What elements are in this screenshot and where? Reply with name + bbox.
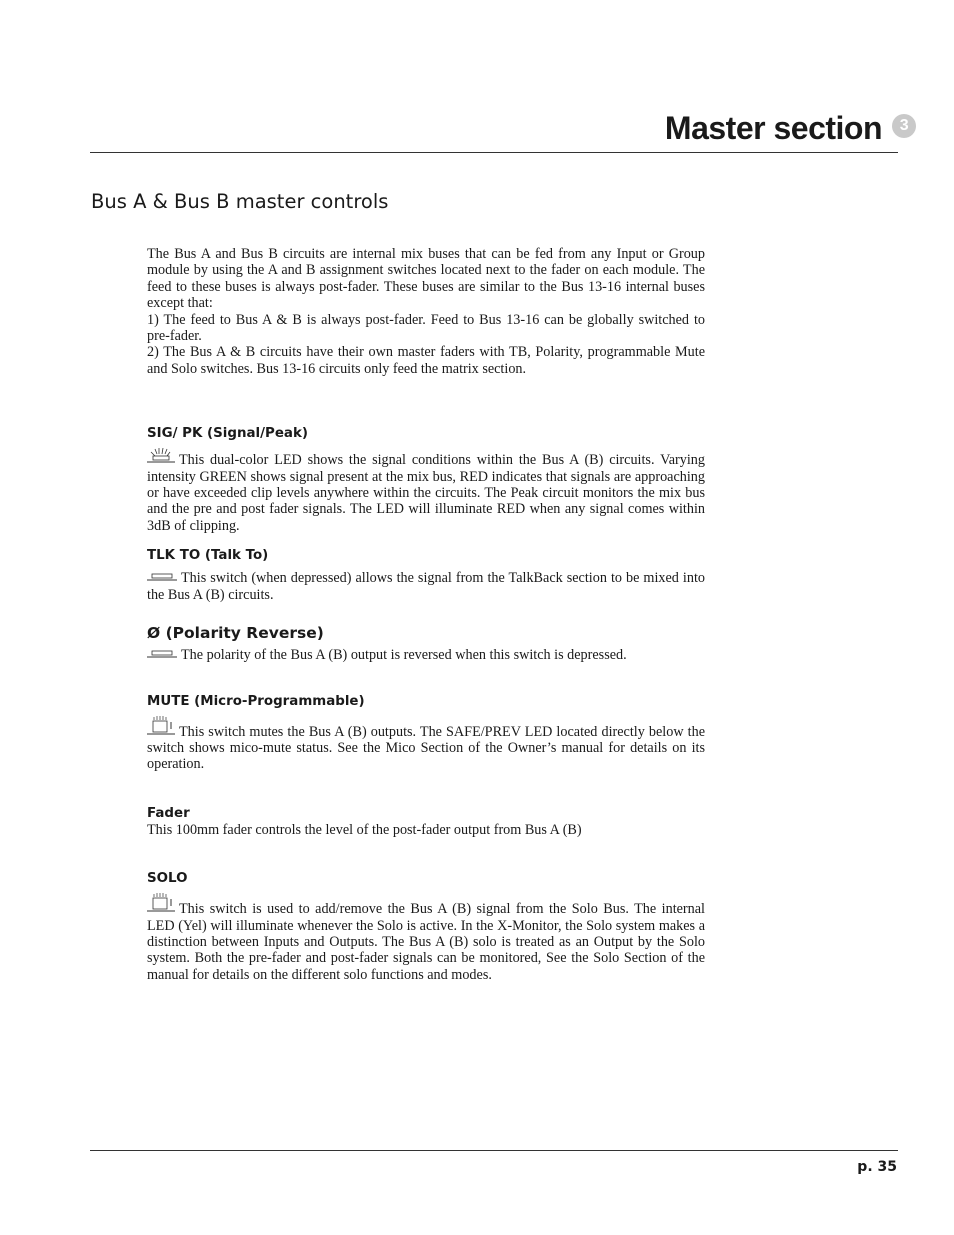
entry-text-block	[147, 448, 705, 534]
intro-paragraph: 2) The Bus A & B circuits have their own master faders with TB, Polarity, programmable Mute and Solo switches. Bus 13-16 circuits only feed the matrix section.	[147, 344, 705, 377]
footer-divider	[90, 1150, 898, 1151]
lit-switch-icon	[147, 893, 175, 913]
entry-title: SIG/ PK (Signal/Peak)	[147, 426, 308, 442]
led-icon	[147, 448, 175, 464]
lit-switch-icon	[147, 716, 175, 736]
page-number: p. 35	[857, 1159, 897, 1175]
entry-talk-to	[147, 548, 705, 603]
entry-title: Ø (Polarity Reverse)	[147, 624, 324, 643]
entry-title: MUTE (Micro-Programmable)	[147, 693, 365, 709]
page-title-text: Master section	[664, 110, 882, 146]
entry-text: This 100mm fader controls the level of the post-fader output from Bus A (B)	[147, 821, 582, 838]
intro-paragraph: 1) The feed to Bus A & B is always post-fader. Feed to Bus 13-16 can be globally switched to pre-fader.	[147, 311, 705, 345]
entry-polarity	[147, 625, 705, 663]
entry-text: This switch mutes the Bus A (B) outputs. The SAFE/PREV LED located directly below the switch shows mico-mute status. See the Mico Section of the Owner’s manual for details on its operation.	[147, 723, 705, 773]
entry-mute	[147, 694, 705, 773]
main-content	[147, 246, 705, 983]
entry-text: The polarity of the Bus A (B) output is reversed when this switch is depressed.	[181, 647, 627, 664]
entry-text-block	[147, 716, 705, 773]
entry-text: This switch is used to add/remove the Bus A (B) signal from the Solo Bus. The internal LED (Yel) will illuminate whenever the Solo is active. In the X-Monitor, the Solo system makes a distinction between Inputs and Outputs. The Bus A (B) solo is treated as an Output by the Solo system. Both the pre-fader and post-fader signals can be monitored, See the Solo Section of the manual for details on the different solo functions and modes.	[147, 901, 705, 983]
entry-text-block	[147, 647, 705, 663]
entry-title: TLK TO (Talk To)	[147, 548, 269, 564]
page-title	[665, 110, 916, 147]
entry-sig-pk	[147, 426, 705, 534]
entry-fader	[147, 806, 705, 838]
entry-title: Fader	[147, 805, 190, 821]
section-heading: Bus A & Bus B master controls	[91, 190, 389, 213]
intro-block	[147, 246, 705, 377]
entry-text-block	[147, 570, 705, 603]
switch-icon	[147, 649, 177, 659]
chapter-number-badge: 3	[892, 114, 916, 138]
header-divider	[90, 152, 898, 153]
entry-text: This switch (when depressed) allows the signal from the TalkBack section to be mixed into the Bus A (B) circuits.	[147, 570, 705, 603]
switch-icon	[147, 572, 177, 582]
entry-title: SOLO	[147, 871, 188, 887]
entry-text: This dual-color LED shows the signal conditions within the Bus A (B) circuits. Varying intensity GREEN shows signal present at the mix bus, RED indicates that signals are approaching or have exceeded clip levels anywhere within the circuits. The Peak circuit monitors the mix bus and the pre and post fader signals. The LED will illuminate RED when any signal comes within 3dB of clipping.	[147, 452, 705, 534]
intro-paragraph: The Bus A and Bus B circuits are internal mix buses that can be fed from any Input or Group module by using the A and B assignment switches located next to the fader on each module. The feed to these buses is always post-fader. These buses are similar to the Bus 13-16 internal buses except that:	[147, 246, 705, 312]
entry-text-block	[147, 893, 705, 983]
entry-solo	[147, 871, 705, 983]
